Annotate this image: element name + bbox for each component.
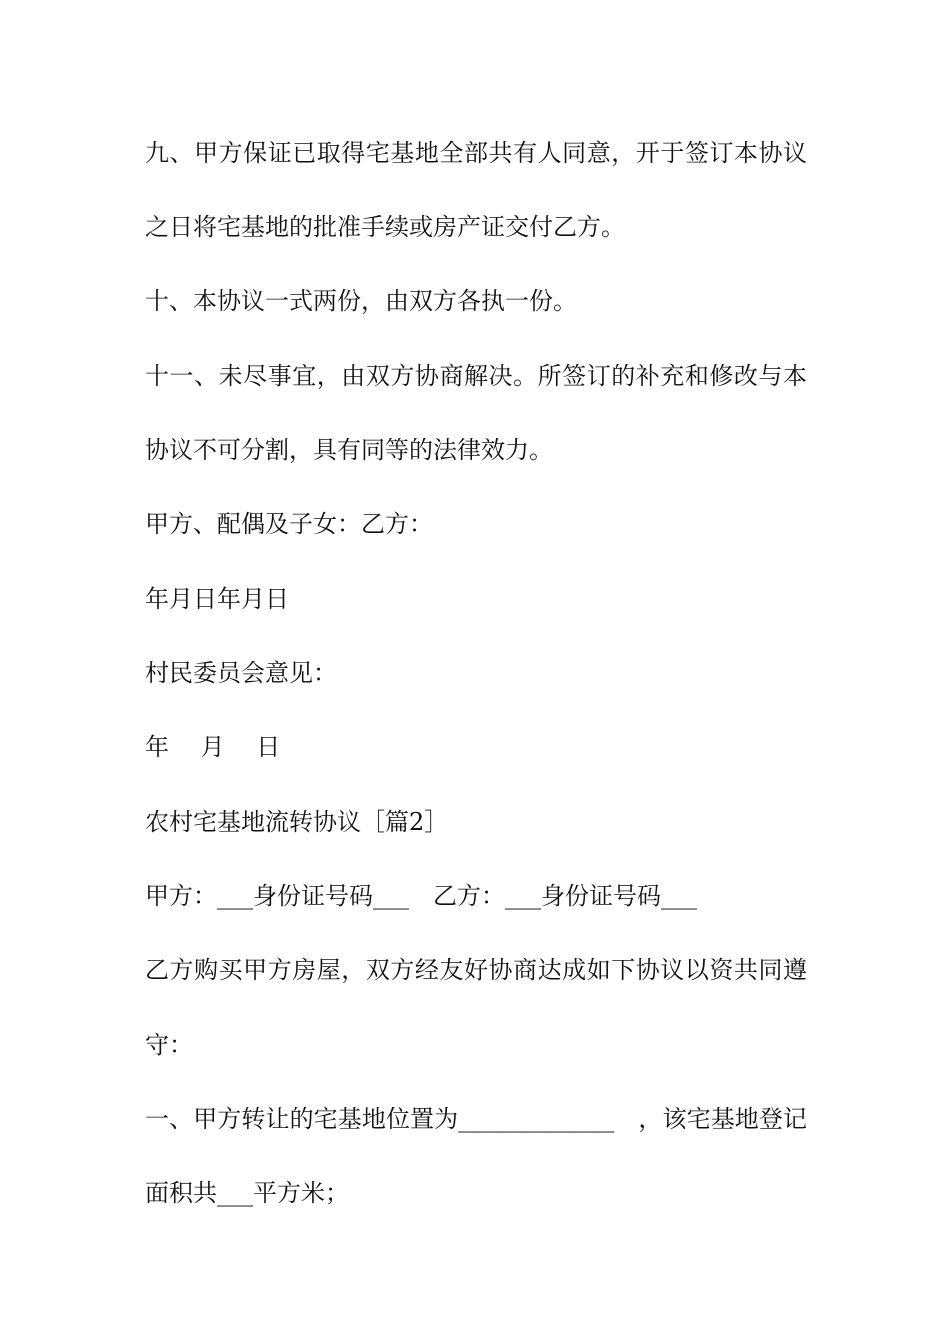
- signature-dates: 年月日年月日: [145, 585, 289, 613]
- clause-1-line-2: 面积共___平方米；: [145, 1179, 349, 1207]
- clause-11-line-2: 协议不可分割，具有同等的法律效力。: [145, 436, 553, 464]
- village-committee-opinion: 村民委员会意见：: [145, 659, 337, 687]
- party-identification: 甲方：___身份证号码___ 乙方：___身份证号码___: [145, 882, 697, 910]
- preamble-line-2: 守：: [145, 1031, 193, 1059]
- preamble-line-1: 乙方购买甲方房屋，双方经友好协商达成如下协议以资共同遵: [145, 956, 807, 984]
- section-title: 农村宅基地流转协议［篇2］: [145, 808, 449, 836]
- committee-date: 年 月 日: [145, 733, 281, 761]
- signature-parties: 甲方、配偶及子女：乙方：: [145, 510, 433, 538]
- clause-9-line-1: 九、甲方保证已取得宅基地全部共有人同意，开于签订本协议: [145, 139, 807, 167]
- clause-10: 十、本协议一式两份，由双方各执一份。: [145, 287, 577, 315]
- clause-9-line-2: 之日将宅基地的批准手续或房产证交付乙方。: [145, 213, 625, 241]
- clause-1-line-1: 一、甲方转让的宅基地位置为_____________ ，该宅基地登记: [145, 1105, 807, 1133]
- clause-11-line-1: 十一、未尽事宜，由双方协商解决。所签订的补充和修改与本: [145, 362, 807, 390]
